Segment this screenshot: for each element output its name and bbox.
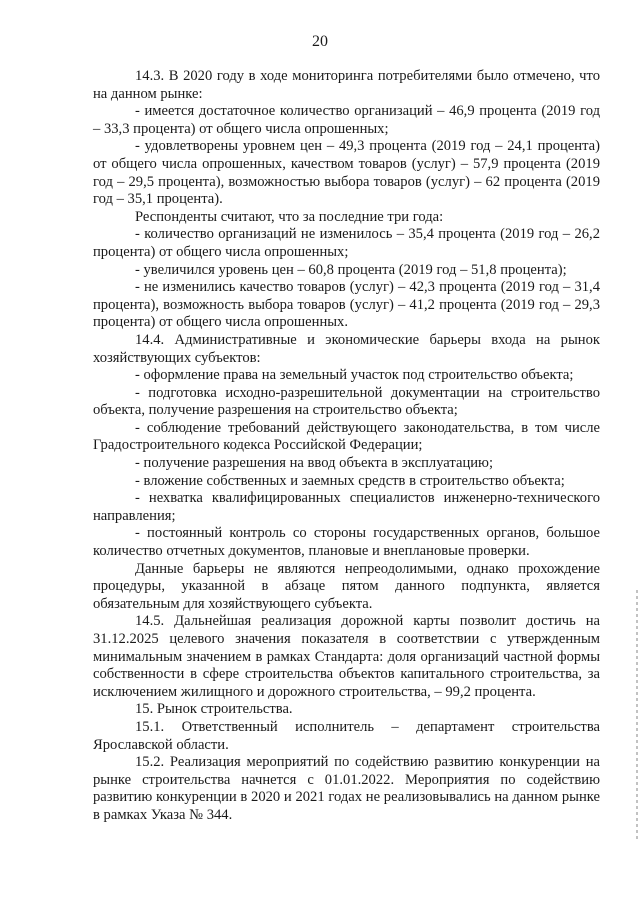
paragraph: 14.5. Дальнейшая реализация дорожной карты позволит достичь на 31.12.2025 целевого значения показателя в соответствии с утвержденным минимальным значением в рамках Стандарта: доля организаций частной формы собственности в сфере строительства объектов капитального строительства, за исключением жилищного и дорожного строительства, – 99,2 процента. xyxy=(93,613,600,700)
page-number: 20 xyxy=(312,33,328,50)
paragraph: 14.3. В 2020 году в ходе мониторинга потребителями было отмечено, что на данном рынке: xyxy=(93,68,600,102)
paragraph: - вложение собственных и заемных средств в строительство объекта; xyxy=(135,472,565,489)
paragraph: Респонденты считают, что за последние три года: xyxy=(135,208,444,225)
paragraph: - не изменились качество товаров (услуг) – 42,3 процента (2019 год – 31,4 процента), возможность выбора товаров (услуг) – 41,2 процента (2019 год – 29,3 процента) от общего числа опрошенных. xyxy=(93,279,600,331)
paragraph: - постоянный контроль со стороны государственных органов, большое количество отчетных документов, плановые и внеплановые проверки. xyxy=(93,525,600,560)
paragraph: 15.1. Ответственный исполнитель – департамент строительства Ярославской области. xyxy=(93,718,600,753)
document-body xyxy=(93,68,600,825)
paragraph: - получение разрешения на ввод объекта в эксплуатацию; xyxy=(135,455,494,472)
section-heading: 15. Рынок строительства. xyxy=(135,701,293,718)
paragraph: - подготовка исходно-разрешительной документации на строительство объекта, получение разрешения на строительство объекта; xyxy=(93,384,600,419)
paragraph: - количество организаций не изменилось – 35,4 процента (2019 год – 26,2 процента) от общего числа опрошенных; xyxy=(93,226,600,260)
paragraph: - удовлетворены уровнем цен – 49,3 процента (2019 год – 24,1 процента) от общего числа опрошенных, качеством товаров (услуг) – 57,9 процента (2019 год – 29,5 процента), возможностью выбора товаров (услуг) – 62 процента (2019 год – 35,1 процента). xyxy=(93,138,600,208)
paragraph: Данные барьеры не являются непреодолимыми, однако прохождение процедуры, указанной в абзаце пятом данного подпункта, является обязательным для хозяйствующего субъекта. xyxy=(93,560,600,612)
paragraph: 15.2. Реализация мероприятий по содействию развитию конкуренции на рынке строительства начнется с 01.01.2022. Мероприятия по содействию развитию конкуренции в 2020 и 2021 годах не реализовывались на данном рынке в рамках Указа № 344. xyxy=(93,754,600,823)
paragraph: - соблюдение требований действующего законодательства, в том числе Градостроительного кодекса Российской Федерации; xyxy=(93,419,600,454)
paragraph: - увеличился уровень цен – 60,8 процента (2019 год – 51,8 процента); xyxy=(135,261,567,278)
scan-edge-mark xyxy=(636,590,638,840)
paragraph: - оформление права на земельный участок под строительство объекта; xyxy=(135,367,574,384)
paragraph: 14.4. Административные и экономические барьеры входа на рынок хозяйствующих субъектов: xyxy=(93,331,600,366)
paragraph: - нехватка квалифицированных специалистов инженерно-технического направления; xyxy=(93,490,600,524)
paragraph: - имеется достаточное количество организаций – 46,9 процента (2019 год – 33,3 процента) от общего числа опрошенных; xyxy=(93,103,600,137)
